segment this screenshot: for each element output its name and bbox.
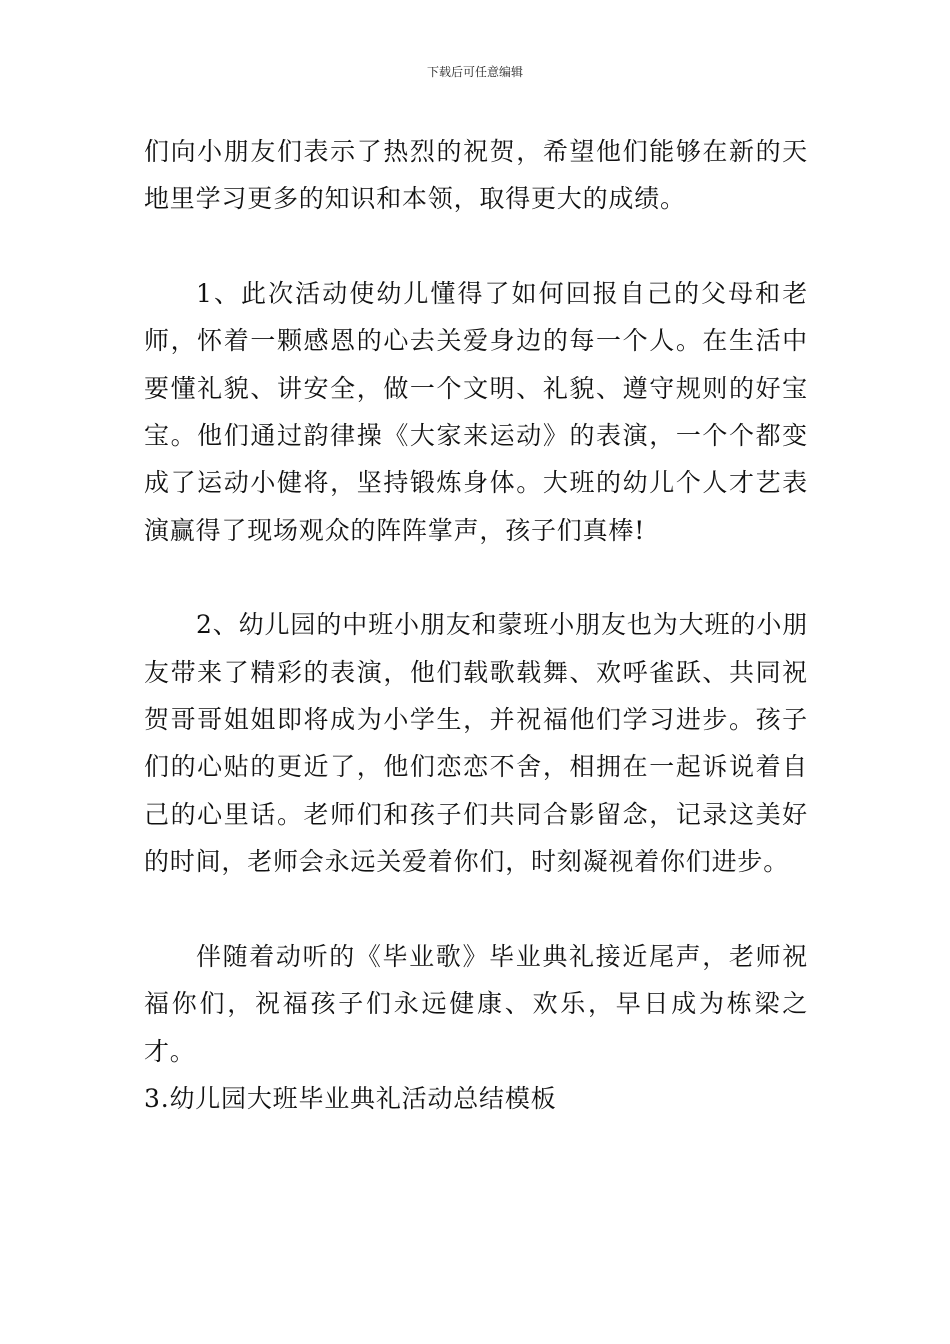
section-heading: 3.幼儿园大班毕业典礼活动总结模板 [144, 1083, 557, 1113]
header-note: 下载后可任意编辑 [426, 65, 523, 79]
paragraph-item-2: 2、幼儿园的中班小朋友和蒙班小朋友也为大班的小朋友带来了精彩的表演，他们载歌载舞、欢呼雀跃、共同祝贺哥哥姐姐即将成为小学生，并祝福他们学习进步。孩子们的心贴的更近了，他们恋恋不舍，相拥在一起诉说着自己的心里话。老师们和孩子们共同合影留念，记录这美好的时间，老师会永远关爱着你们，时刻凝视着你们进步。 [144, 610, 808, 877]
document-body [144, 128, 808, 1122]
paragraph-item-1: 1、此次活动使幼儿懂得了如何回报自己的父母和老师，怀着一颗感恩的心去关爱身边的每一个人。在生活中要懂礼貌、讲安全，做一个文明、礼貌、遵守规则的好宝宝。他们通过韵律操《大家来运动》的表演，一个个都变成了运动小健将，坚持锻炼身体。大班的幼儿个人才艺表演赢得了现场观众的阵阵掌声，孩子们真棒! [144, 278, 808, 545]
paragraph-closing: 伴随着动听的《毕业歌》毕业典礼接近尾声，老师祝福你们，祝福孩子们永远健康、欢乐，早日成为栋梁之才。 [144, 941, 808, 1066]
paragraph-continuation: 们向小朋友们表示了热烈的祝贺，希望他们能够在新的天地里学习更多的知识和本领，取得更大的成绩。 [144, 137, 808, 214]
